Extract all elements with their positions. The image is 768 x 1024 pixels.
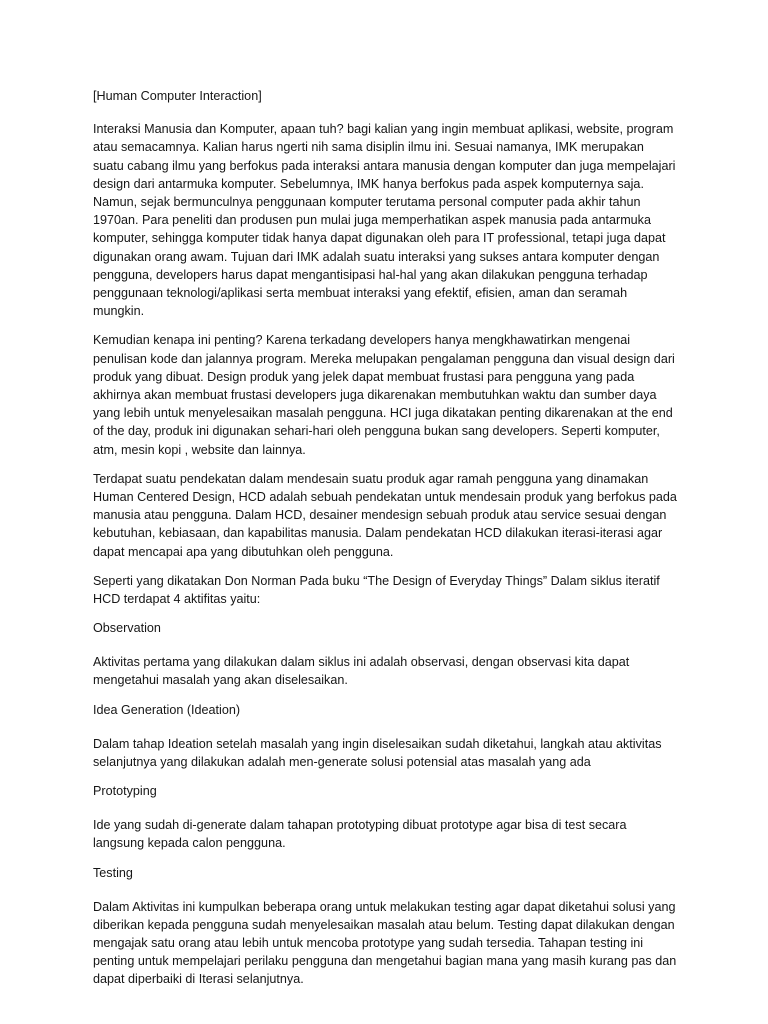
section-body-ideation: Dalam tahap Ideation setelah masalah yang ingin diselesaikan sudah diketahui, langkah atau aktivitas selanjutnya yang dilakukan adalah men-generate solusi potensial atas masalah yang ada	[93, 736, 662, 769]
section-body-prototyping: Ide yang sudah di-generate dalam tahapan prototyping dibuat prototype agar bisa di test secara langsung kepada calon pengguna.	[93, 818, 627, 851]
paragraph-importance: Kemudian kenapa ini penting? Karena terkadang developers hanya mengkhawatirkan mengenai penulisan kode dan jalannya program. Mereka melupakan pengalaman pengguna dan visual design dari produk yang dibuat. Design produk yang jelek dapat membuat frustasi para pengguna yang pada akhirnya akan membuat frustasi developers juga dikarenakan membutuhkan waktu dan sumber daya yang lebih untuk menyelesaikan masalah pengguna. HCI juga dikatakan penting dikarenakan at the end of the day, produk ini digunakan sehari-hari oleh pengguna bukan sang developers. Seperti komputer, atm, mesin kopi , website dan lainnya.	[93, 333, 675, 457]
section-heading-ideation: Idea Generation (Ideation)	[93, 702, 241, 717]
document-title: [Human Computer Interaction]	[93, 89, 262, 103]
paragraph-don-norman: Seperti yang dikatakan Don Norman Pada buku “The Design of Everyday Things” Dalam siklus iteratif HCD terdapat 4 aktifitas yaitu:	[93, 573, 660, 607]
section-body-observation: Aktivitas pertama yang dilakukan dalam siklus ini adalah observasi, dengan observasi kita dapat mengetahui masalah yang akan diselesaikan.	[93, 655, 630, 688]
section-heading-testing: Testing	[93, 865, 133, 880]
section-heading-observation: Observation	[93, 621, 161, 636]
paragraph-hcd: Terdapat suatu pendekatan dalam mendesain suatu produk agar ramah pengguna yang dinamakan Human Centered Design, HCD adalah sebuah pendekatan untuk mendesain produk yang berfokus pada manusia atau pengguna. Dalam HCD, desainer mendesign sebuah produk atau service sesuai dengan kebutuhan, kebiasaan, dan kapabilitas manusia. Dalam pendekatan HCD dilakukan iterasi-iterasi agar dapat mencapai apa yang dibutuhkan oleh pengguna.	[93, 471, 677, 559]
section-heading-prototyping: Prototyping	[93, 784, 157, 799]
document-page	[93, 87, 677, 1000]
section-body-testing: Dalam Aktivitas ini kumpulkan beberapa orang untuk melakukan testing agar dapat diketahui solusi yang diberikan kepada pengguna sudah menyelesaikan masalah atau belum. Testing dapat dilakukan dengan mengajak satu orang atau lebih untuk mencoba prototype yang sudah tersedia. Tahapan testing ini penting untuk mempelajari perilaku pengguna dan mengetahui bagian mana yang masih kurang pas dan dapat diperbaiki di Iterasi selanjutnya.	[93, 899, 677, 987]
paragraph-intro: Interaksi Manusia dan Komputer, apaan tuh? bagi kalian yang ingin membuat aplikasi, website, program atau semacamnya. Kalian harus ngerti nih sama disiplin ilmu ini. Sesuai namanya, IMK merupakan suatu cabang ilmu yang berfokus pada interaksi antara manusia dengan komputer dan juga mempelajari design dari antarmuka komputer. Sebelumnya, IMK hanya berfokus pada aspek komputernya saja. Namun, sejak bermunculnya penggunaan komputer terutama personal computer pada akhir tahun 1970an. Para peneliti dan produsen pun mulai juga memperhatikan aspek manusia pada antarmuka komputer, sehingga komputer tidak hanya dapat digunakan oleh para IT professional, tetapi juga dapat digunakan orang awam. Tujuan dari IMK adalah suatu interaksi yang sukses antara komputer dengan pengguna, developers harus dapat mengantisipasi hal-hal yang akan dilakukan pengguna terhadap penggunaan teknologi/aplikasi serta membuat interaksi yang efektif, efisien, aman dan seramah mungkin.	[93, 122, 676, 319]
